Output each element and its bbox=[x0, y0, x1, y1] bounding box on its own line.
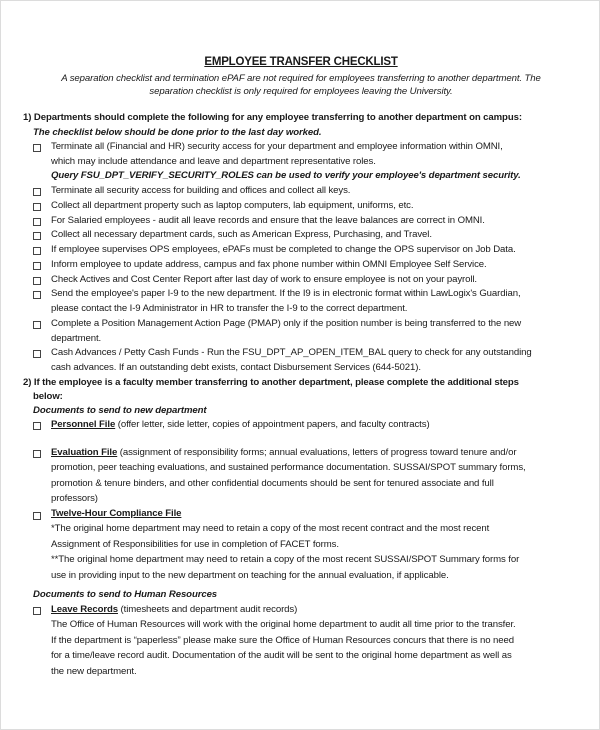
section1-subheading: The checklist below should be done prior to the last day worked. bbox=[33, 127, 322, 138]
checklist-item: Collect all department property such as laptop computers, lab equipment, uniforms, etc. bbox=[51, 200, 414, 211]
checklist-item: Check Actives and Cost Center Report after last day of work to ensure employee is not on your payroll. bbox=[51, 274, 477, 285]
checklist-item: Collect all necessary department cards, such as American Express, Purchasing, and Travel. bbox=[51, 229, 432, 240]
item-cont: **The original home department may need to retain a copy of the most recent SUSSAI/SPOT Summary forms for bbox=[51, 554, 520, 565]
checkbox[interactable] bbox=[33, 350, 41, 358]
checkbox[interactable] bbox=[33, 262, 41, 270]
checkbox[interactable] bbox=[33, 203, 41, 211]
checklist-item: Terminate all (Financial and HR) security access for your department and employee information within OMNI, bbox=[51, 141, 503, 152]
document-title: EMPLOYEE TRANSFER CHECKLIST bbox=[204, 56, 398, 68]
checkbox[interactable] bbox=[33, 422, 41, 430]
checkbox[interactable] bbox=[33, 277, 41, 285]
checklist-item: Inform employee to update address, campus and fax phone number within OMNI Employee Self Service. bbox=[51, 259, 487, 270]
checklist-item: Cash Advances / Petty Cash Funds - Run the FSU_DPT_AP_OPEN_ITEM_BAL query to check for any outstanding bbox=[51, 347, 532, 358]
hr-heading: Documents to send to Human Resources bbox=[33, 589, 218, 600]
checklist-item: Terminate all security access for building and offices and collect all keys. bbox=[51, 185, 351, 196]
item-cont: If the department is “paperless” please make sure the Office of Human Resources concurs that there is no need bbox=[51, 635, 514, 646]
item-label: Evaluation File bbox=[51, 447, 118, 458]
checkbox[interactable] bbox=[33, 450, 41, 458]
personnel-file-item bbox=[51, 419, 430, 431]
checkbox[interactable] bbox=[33, 291, 41, 299]
twelve-hour-item bbox=[51, 508, 181, 520]
checkbox[interactable] bbox=[33, 218, 41, 226]
checkbox[interactable] bbox=[33, 188, 41, 196]
checklist-item: If employee supervises OPS employees, ePAFs must be completed to change the OPS supervisor on Job Data. bbox=[51, 244, 516, 255]
new-dept-heading: Documents to send to new department bbox=[33, 405, 207, 416]
item-cont: the new department. bbox=[51, 666, 137, 677]
checkbox[interactable] bbox=[33, 321, 41, 329]
checkbox[interactable] bbox=[33, 247, 41, 255]
checkbox[interactable] bbox=[33, 144, 41, 152]
checklist-item-cont: which may include attendance and leave and department representative roles. bbox=[51, 156, 376, 167]
section2-heading-cont: below: bbox=[33, 391, 63, 402]
item-desc: (offer letter, side letter, copies of appointment papers, and faculty contracts) bbox=[115, 419, 430, 430]
checkbox[interactable] bbox=[33, 607, 41, 615]
intro-line: separation checklist is only required for employees leaving the University. bbox=[149, 86, 453, 97]
item-label: Leave Records bbox=[51, 604, 118, 615]
item-cont: for a time/leave record audit. Documentation of the audit will be sent to the original home department as well as bbox=[51, 650, 512, 661]
item-desc: (assignment of responsibility forms; annual evaluations, letters of progress toward tenure and/or bbox=[117, 447, 517, 458]
checklist-item-note: Query FSU_DPT_VERIFY_SECURITY_ROLES can be used to verify your employee's department security. bbox=[51, 170, 521, 181]
section2-heading: 2) If the employee is a faculty member transferring to another department, please complete the additional steps bbox=[23, 377, 519, 388]
item-cont: use in providing input to the new department on teaching for the annual evaluation, if applicable. bbox=[51, 570, 449, 581]
item-label: Personnel File bbox=[51, 419, 116, 430]
item-cont: promotion & tenure binders, and other confidential documents should be sent for tenured associate and full bbox=[51, 478, 494, 489]
leave-records-item bbox=[51, 604, 297, 616]
checklist-item-cont: please contact the I-9 Administrator in HR to transfer the I-9 to the correct department. bbox=[51, 303, 408, 314]
section1-heading: 1) Departments should complete the following for any employee transferring to another department on campus: bbox=[23, 112, 522, 123]
checklist-item: For Salaried employees - audit all leave records and ensure that the leave balances are correct in OMNI. bbox=[51, 215, 485, 226]
checklist-item-cont: cash advances. If an outstanding debt exists, contact Disbursement Services (644-5021). bbox=[51, 362, 421, 373]
evaluation-file-item bbox=[51, 447, 516, 459]
checkbox[interactable] bbox=[33, 232, 41, 240]
item-label: Twelve-Hour Compliance File bbox=[51, 508, 182, 519]
checklist-item: Send the employee's paper I-9 to the new department. If the I9 is in electronic format within LawLogix's Guardian, bbox=[51, 288, 521, 299]
intro-line: A separation checklist and termination ePAF are not required for employees transferring to another department. The bbox=[61, 73, 541, 84]
item-cont: *The original home department may need to retain a copy of the most recent contract and the most recent bbox=[51, 523, 490, 534]
item-cont: Assignment of Responsibilities for use in completion of FACET forms. bbox=[51, 539, 339, 550]
checklist-item: Complete a Position Management Action Page (PMAP) only if the position number is being transferred to the new bbox=[51, 318, 522, 329]
item-cont: The Office of Human Resources will work with the original home department to audit all time prior to the transfer. bbox=[51, 619, 516, 630]
item-desc: (timesheets and department audit records) bbox=[117, 604, 298, 615]
checkbox[interactable] bbox=[33, 512, 41, 520]
item-cont: promotion, peer teaching evaluations, and sustained performance documentation. SUSSAI/SPOT summary forms, bbox=[51, 462, 526, 473]
item-cont: professors) bbox=[51, 493, 98, 504]
checklist-item-cont: department. bbox=[51, 333, 102, 344]
